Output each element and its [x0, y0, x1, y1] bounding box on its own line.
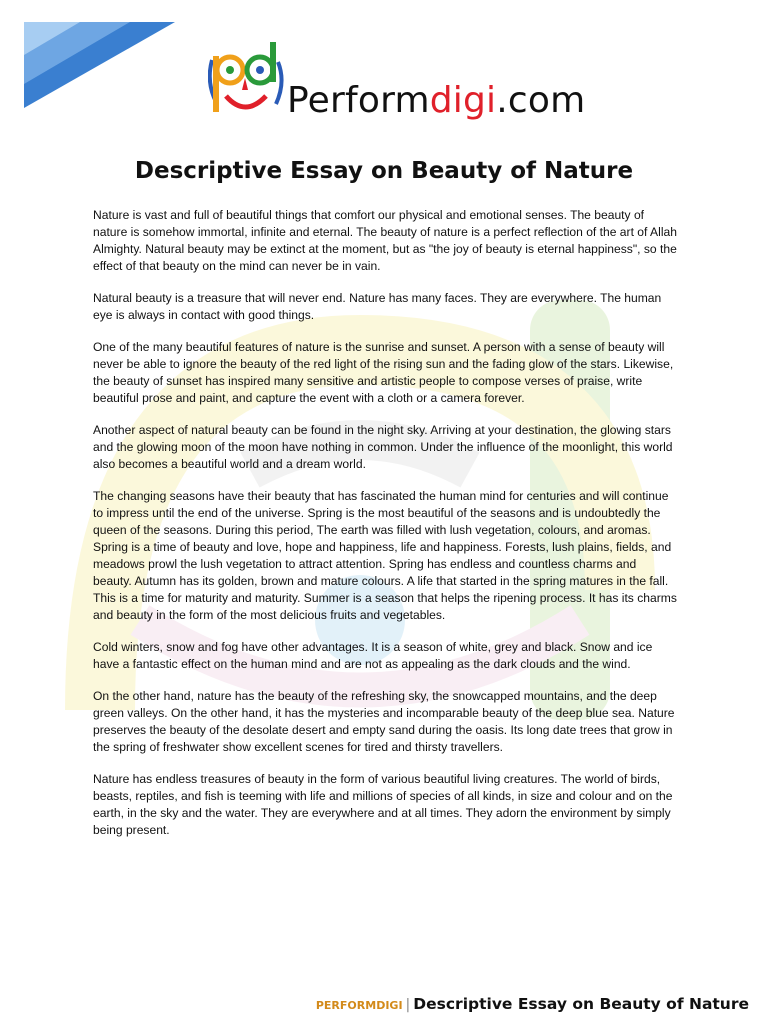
pd-face-logo: [208, 42, 288, 120]
footer-title: Descriptive Essay on Beauty of Nature: [413, 995, 749, 1013]
paragraph: Cold winters, snow and fog have other advantages. It is a season of white, grey and black. Snow and ice have a fantastic effect on the human mind and are not as appealing as the dark clouds and the wind.: [93, 640, 653, 671]
paragraph: Nature is vast and full of beautiful things that comfort our physical and emotional senses. The beauty of nature is somehow immortal, infinite and eternal. The beauty of nature is a perfect reflection of the art of Allah Almighty. Natural beauty may be extinct at the moment, but as "the joy of beauty is eternal happiness", so the effect of that beauty on the mind can never be in vain.: [93, 208, 677, 273]
site-name-prefix: Perform: [287, 80, 430, 121]
page-footer: [316, 994, 749, 1013]
site-name-suffix: .com: [496, 80, 586, 121]
paragraph: Nature has endless treasures of beauty in the form of various beautiful living creatures. The world of birds, beasts, reptiles, and fish is teeming with life and millions of species of all kinds, in size and colour and on the earth, in the sky and the water. They are everywhere and at all times. They adorn the environment by simply being present.: [93, 772, 673, 837]
document-title: Descriptive Essay on Beauty of Nature: [134, 158, 634, 184]
site-name: [287, 80, 585, 121]
corner-decoration: [0, 0, 175, 115]
paragraph: One of the many beautiful features of nature is the sunrise and sunset. A person with a sense of beauty will never be able to ignore the beauty of the red light of the rising sun and the fading glow of the stars. Likewise, the beauty of sunset has inspired many sensitive and artistic people to compose verses of praise, write beautiful prose and paint, and capture the event with a cloth or a camera forever.: [93, 340, 674, 405]
paragraph: The changing seasons have their beauty that has fascinated the human mind for centuries and will continue to impress until the end of the universe. Spring is the most beautiful of the seasons and is undoubtedly the queen of the seasons. During this period, The earth was filled with lush vegetation, colours, and aromas. Spring is a time of beauty and love, hope and happiness, life and happiness. Forests, lush plains, fields, and meadows prowl the lush vegetation to attract attention. Spring has endless and countless charms and beauty. Autumn has its golden, brown and mature colours. A life that started in the spring matures in the fall. This is a time for maturity and maturity. Summer is a season that helps the ripening process. It has its charms and beauty in the form of the most delicious fruits and vegetables.: [93, 489, 677, 622]
footer-separator: |: [405, 997, 411, 1013]
paragraph: On the other hand, nature has the beauty of the refreshing sky, the snowcapped mountains, and the deep green valleys. On the other hand, it has the mysteries and incomparable beauty of the deep blue sea. Nature preserves the beauty of the desolate desert and empty sand during the oasis. Its long date trees that grow in the spring of freshwater show excellent scenes for tired and thirsty travellers.: [93, 689, 675, 754]
paragraph: Another aspect of natural beauty can be found in the night sky. Arriving at your destination, the glowing stars and the glowing moon of the moon have nothing in common. Under the influence of the moonlight, this world also becomes a beautiful world and a dream world.: [93, 423, 673, 471]
footer-brand: PERFORMDIGI: [315, 999, 403, 1012]
site-name-highlight: digi: [429, 80, 497, 121]
essay-body: [93, 207, 677, 854]
paragraph: Natural beauty is a treasure that will never end. Nature has many faces. They are everywhere. The human eye is always in contact with good things.: [93, 291, 662, 322]
